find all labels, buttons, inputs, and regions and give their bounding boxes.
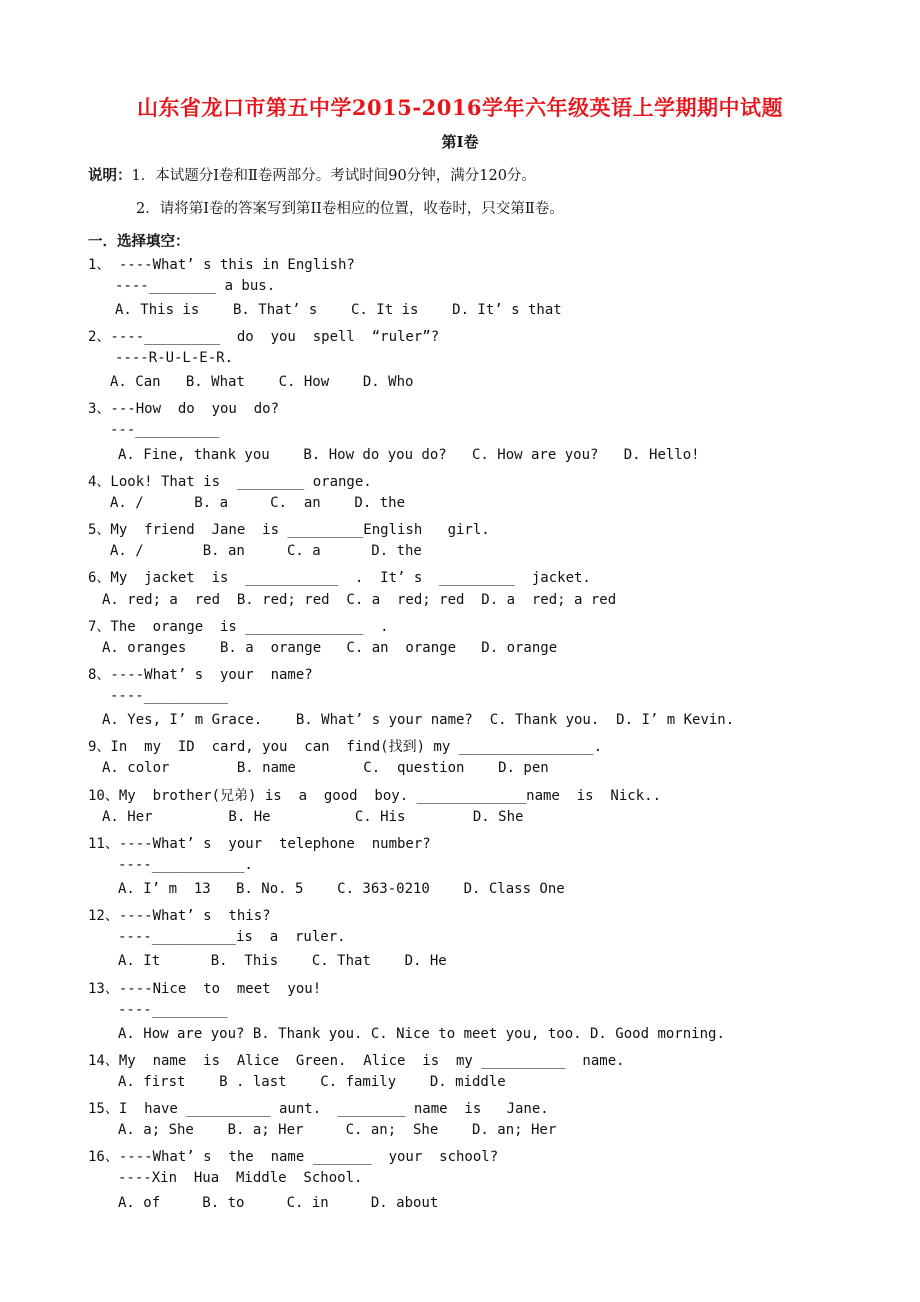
question-14-options: A. first B . last C. family D. middle [118, 1074, 506, 1090]
question-13-options: A. How are you? B. Thank you. C. Nice to meet you, too. D. Good morning. [118, 1026, 725, 1042]
question-5-options: A. / B. an C. a D. the [110, 543, 422, 559]
question-5-stem: 5、My friend Jane is _________English girl. [88, 522, 490, 538]
question-2-reply: ----R-U-L-E-R. [115, 350, 234, 366]
question-9-stem: 9、In my ID card, you can find(找到) my ________________. [88, 739, 603, 755]
question-13-reply: ----_________ [118, 1002, 228, 1018]
question-4-stem: 4、Look! That is ________ orange. [88, 474, 372, 490]
question-6-options: A. red; a red B. red; red C. a red; red D. a red; a red [102, 592, 617, 608]
instructions-line-1 [88, 164, 536, 185]
question-6-stem: 6、My jacket is ___________ . It’ s _________ jacket. [88, 570, 591, 586]
instruction-2: 2．请将第Ⅰ卷的答案写到第II卷相应的位置，收卷时，只交第Ⅱ卷。 [136, 201, 564, 217]
question-12-options: A. It B. This C. That D. He [118, 953, 447, 969]
question-2-stem: 2、----_________ do you spell “ruler”? [88, 329, 440, 345]
question-2-options: A. Can B. What C. How D. Who [110, 374, 414, 390]
question-1-reply: ----________ a bus. [115, 278, 276, 294]
question-8-reply: ----__________ [110, 688, 229, 704]
instruction-1: 1．本试题分Ⅰ卷和Ⅱ卷两部分。考试时间90分钟，满分120分。 [131, 168, 536, 184]
question-13-stem: 13、----Nice to meet you! [88, 981, 322, 997]
question-10-options: A. Her B. He C. His D. She [102, 809, 524, 825]
question-10-stem: 10、My brother(兄弟) is a good boy. _____________name is Nick.. [88, 788, 662, 804]
question-15-stem: 15、I have __________ aunt. ________ name is Jane. [88, 1101, 549, 1117]
question-12-stem: 12、----What’ s this? [88, 908, 271, 924]
question-3-stem: 3、---How do you do? [88, 401, 280, 417]
question-12-reply: ----__________is a ruler. [118, 929, 346, 945]
question-3-reply: ---__________ [110, 422, 220, 438]
question-8-stem: 8、----What’ s your name? [88, 667, 313, 683]
page-title: 山东省龙口市第五中学2015-2016学年六年级英语上学期期中试题 [136, 95, 784, 120]
question-7-stem: 7、The orange is ______________ . [88, 619, 389, 635]
question-14-stem: 14、My name is Alice Green. Alice is my __________ name. [88, 1053, 625, 1069]
question-1-stem: 1、 ----What’ s this in English? [88, 257, 355, 273]
question-9-options: A. color B. name C. question D. pen [102, 760, 549, 776]
question-7-options: A. oranges B. a orange C. an orange D. orange [102, 640, 558, 656]
question-11-options: A. I’ m 13 B. No. 5 C. 363-0210 D. Class One [118, 881, 565, 897]
question-3-options: A. Fine, thank you B. How do you do? C. How are you? D. Hello! [118, 447, 700, 463]
question-11-stem: 11、----What’ s your telephone number? [88, 836, 431, 852]
question-16-stem: 16、----What’ s the name _______ your school? [88, 1149, 499, 1165]
question-16-reply: ----Xin Hua Middle School. [118, 1170, 363, 1186]
instructions-label: 说明： [88, 167, 132, 184]
question-16-options: A. of B. to C. in D. about [118, 1195, 439, 1211]
question-4-options: A. / B. a C. an D. the [110, 495, 406, 511]
question-1-options: A. This is B. That’ s C. It is D. It’ s that [115, 302, 562, 318]
section-heading: 一．选择填空： [88, 233, 190, 250]
question-11-reply: ----___________. [118, 857, 253, 873]
section-subtitle: 第Ⅰ卷 [441, 133, 479, 151]
question-15-options: A. a; She B. a; Her C. an; She D. an; Her [118, 1122, 557, 1138]
question-8-options: A. Yes, I’ m Grace. B. What’ s your name? C. Thank you. D. I’ m Kevin. [102, 712, 735, 728]
